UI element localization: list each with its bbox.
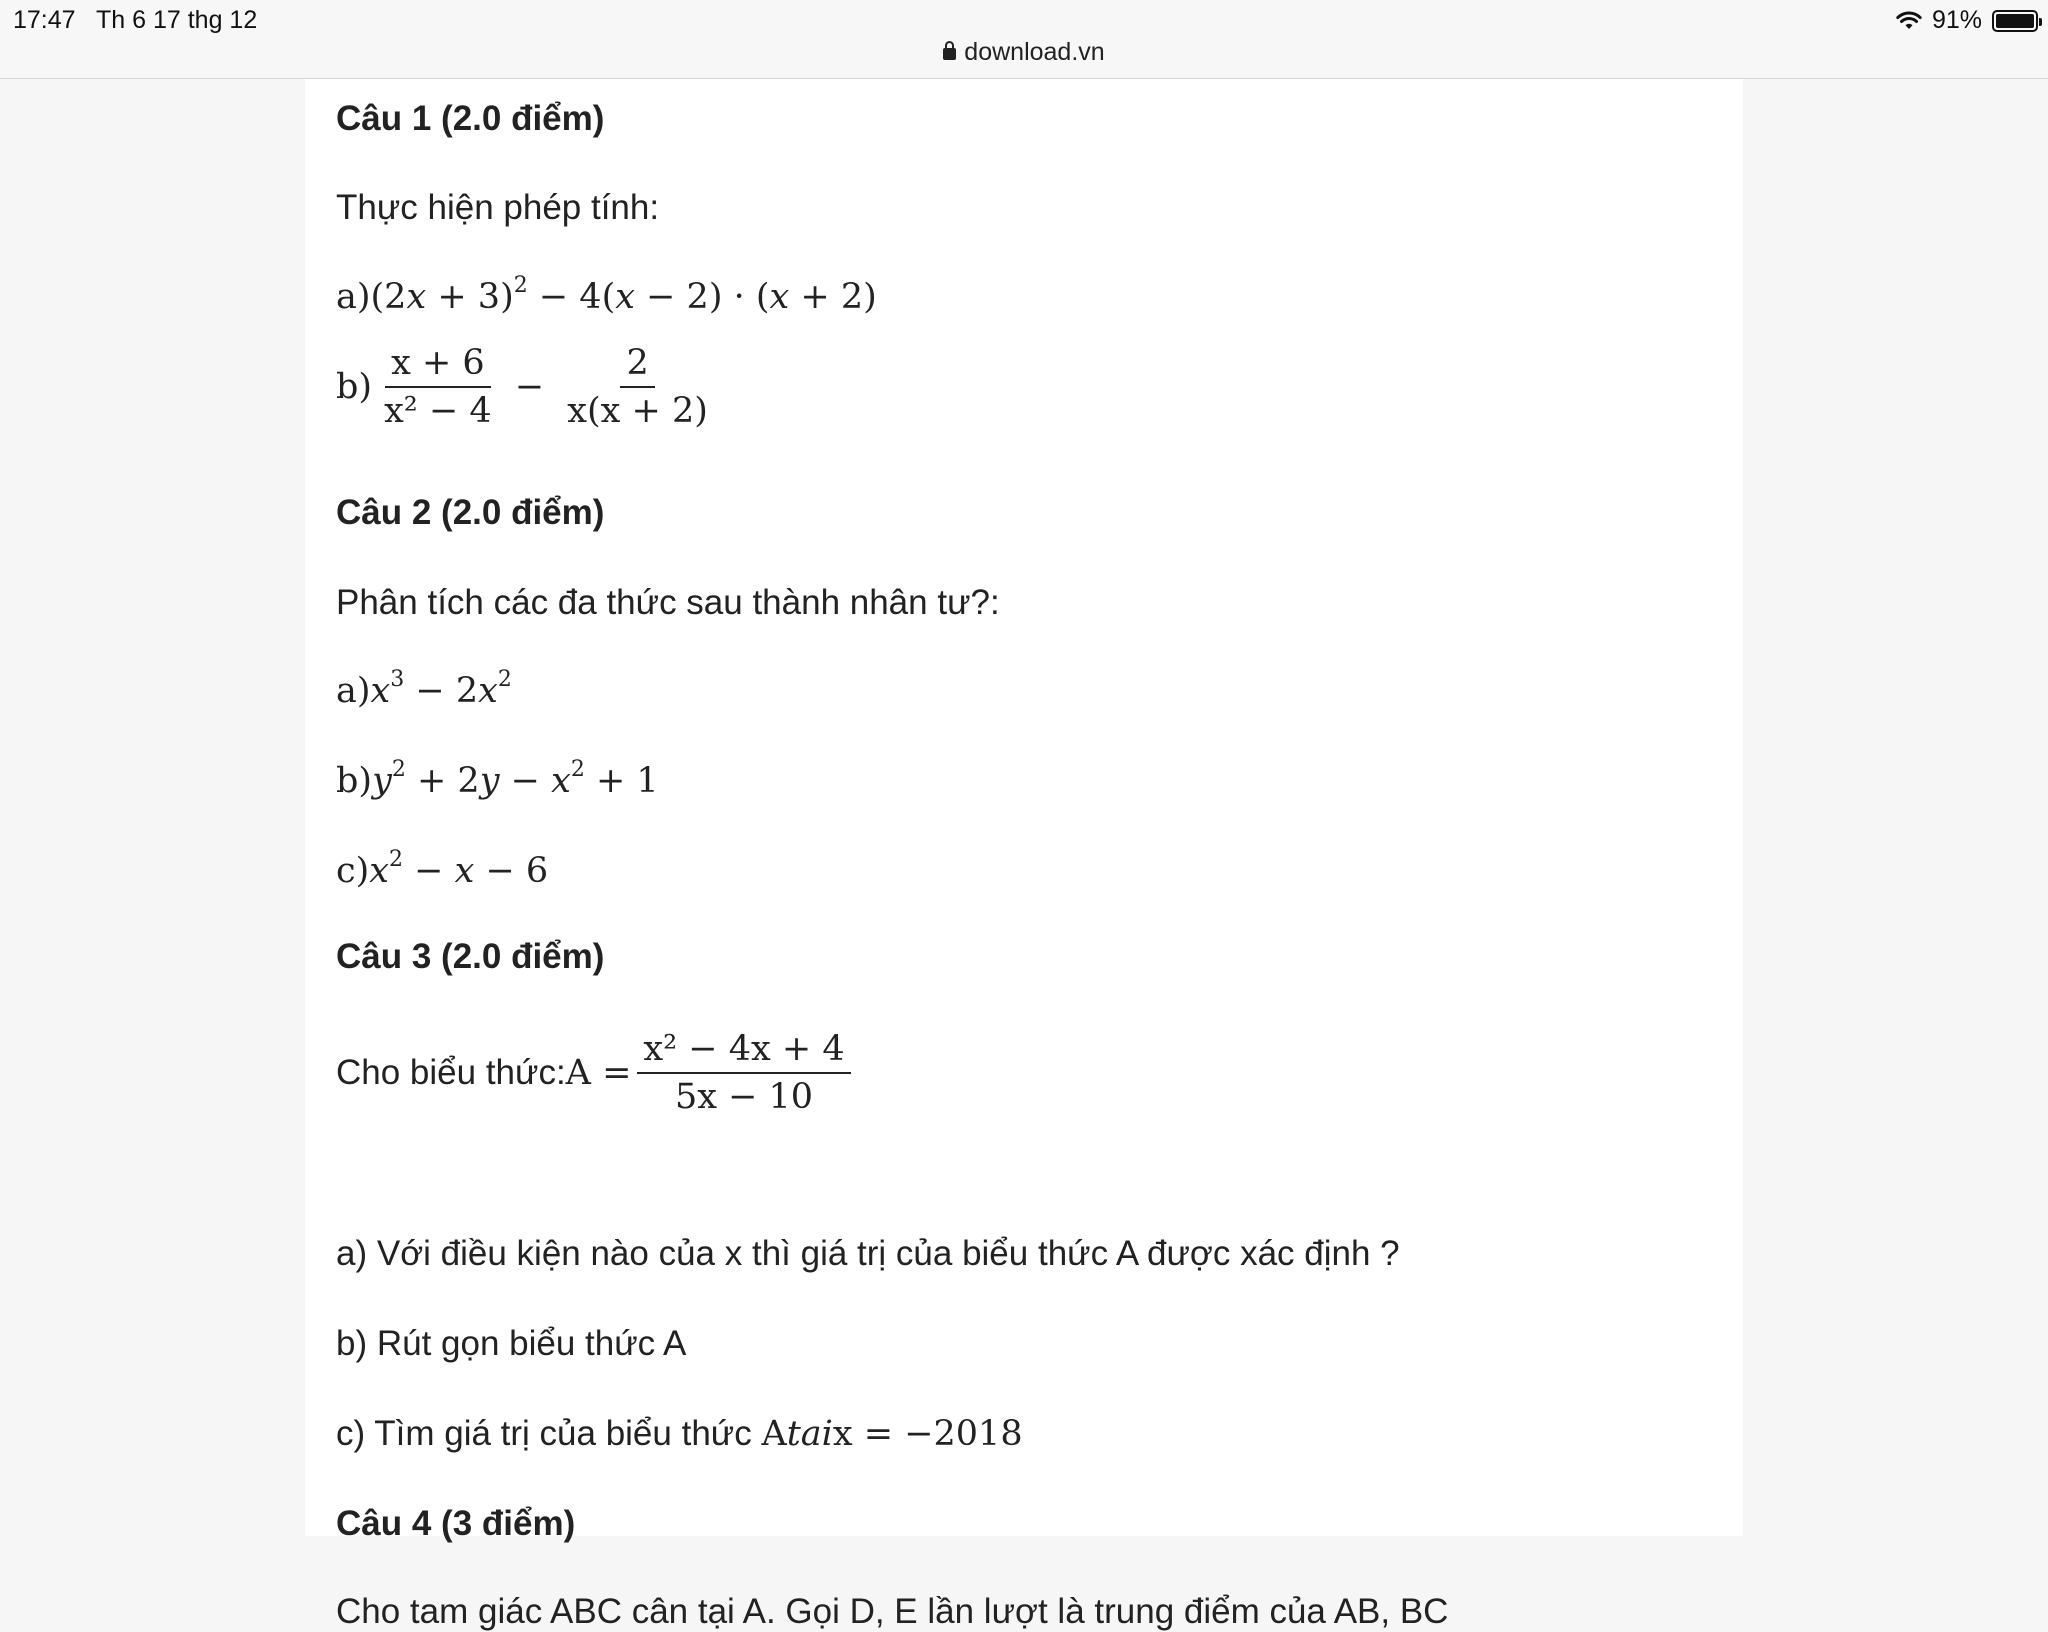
q3-c-text: c) Tìm giá trị của biểu thức — [336, 1414, 762, 1453]
url-text: download.vn — [964, 38, 1105, 66]
lock-icon — [943, 48, 956, 60]
q2-a-label: a) — [336, 671, 371, 711]
q3-num: x² − 4x + 4 — [637, 1030, 850, 1075]
q4-text: Cho tam giác ABC cân tại A. Gọi D, E lần lượt là trung điểm của AB, BC — [336, 1592, 1449, 1631]
status-bar — [0, 0, 2048, 79]
battery-icon — [1992, 10, 2038, 32]
q1-a-label: a) — [336, 277, 371, 317]
page-content — [305, 79, 1743, 1631]
status-indicators — [1896, 6, 2038, 35]
q2-c-expression: $c)x^2 - x - 6$ — [336, 847, 549, 891]
q1-b-num2: 2 — [620, 344, 654, 389]
q3-expression: Cho biểu thức: A = $\frac{\text{x² − 4x + 4}}{5x - 10}$ — [336, 1023, 857, 1123]
q3-a: a) Với điều kiện nào của x thì giá trị của biểu thức A được xác định ? — [336, 1234, 1400, 1273]
q3-intro: Cho biểu thức: — [336, 1053, 566, 1092]
q1-b-label: b) — [336, 367, 373, 407]
q2-b-expression: $b)y^2 + 2y - x^2 + 1$ — [336, 757, 659, 801]
q1-b-den2: x(x + 2) — [567, 391, 708, 431]
q2-c-label: c) — [336, 851, 370, 891]
q3-fraction — [637, 1030, 850, 1117]
q1-b-fraction-2 — [561, 344, 714, 431]
q4-heading: Câu 4 (3 điểm) — [336, 1504, 576, 1543]
status-date: Th 6 17 thg 12 — [96, 6, 258, 34]
q1-b-fraction-1 — [378, 344, 498, 431]
address-bar[interactable] — [0, 38, 2048, 67]
q3-heading: Câu 3 (2.0 điểm) — [336, 937, 605, 976]
q3-c-value: −2018 — [904, 1414, 1023, 1454]
battery-percent: 91% — [1931, 6, 1982, 34]
q1-b-den1: x² − 4 — [384, 391, 492, 431]
q3-den: 5x − 10 — [674, 1077, 814, 1117]
status-time: 17:47 — [13, 6, 76, 34]
q1-b-num1: x + 6 — [385, 344, 491, 389]
q2-instruction: Phân tích các đa thức sau thành nhân tư?: — [336, 583, 1000, 622]
q3-c: c) Tìm giá trị của biểu thức Ataix = −2018 — [336, 1414, 1023, 1454]
q1-instruction: Thực hiện phép tính: — [336, 188, 660, 227]
q2-heading: Câu 2 (2.0 điểm) — [336, 493, 605, 532]
q2-a-expression: $a)x^3 - 2x^2$ — [336, 667, 512, 711]
q1-heading: Câu 1 (2.0 điểm) — [336, 99, 605, 138]
q1-b-expression: b) $\frac{x + 6}{\text{x² − 4}}$ − $\frac{2}{x(x + 2)}$ — [336, 341, 720, 433]
q2-b-label: b) — [336, 761, 373, 801]
q3-b: b) Rút gọn biểu thức A — [336, 1324, 687, 1363]
wifi-icon — [1896, 11, 1922, 31]
q1-a-expression: $a)(2x + 3)^2 - 4(x - 2) \cdot (x + 2)$ — [336, 273, 877, 317]
